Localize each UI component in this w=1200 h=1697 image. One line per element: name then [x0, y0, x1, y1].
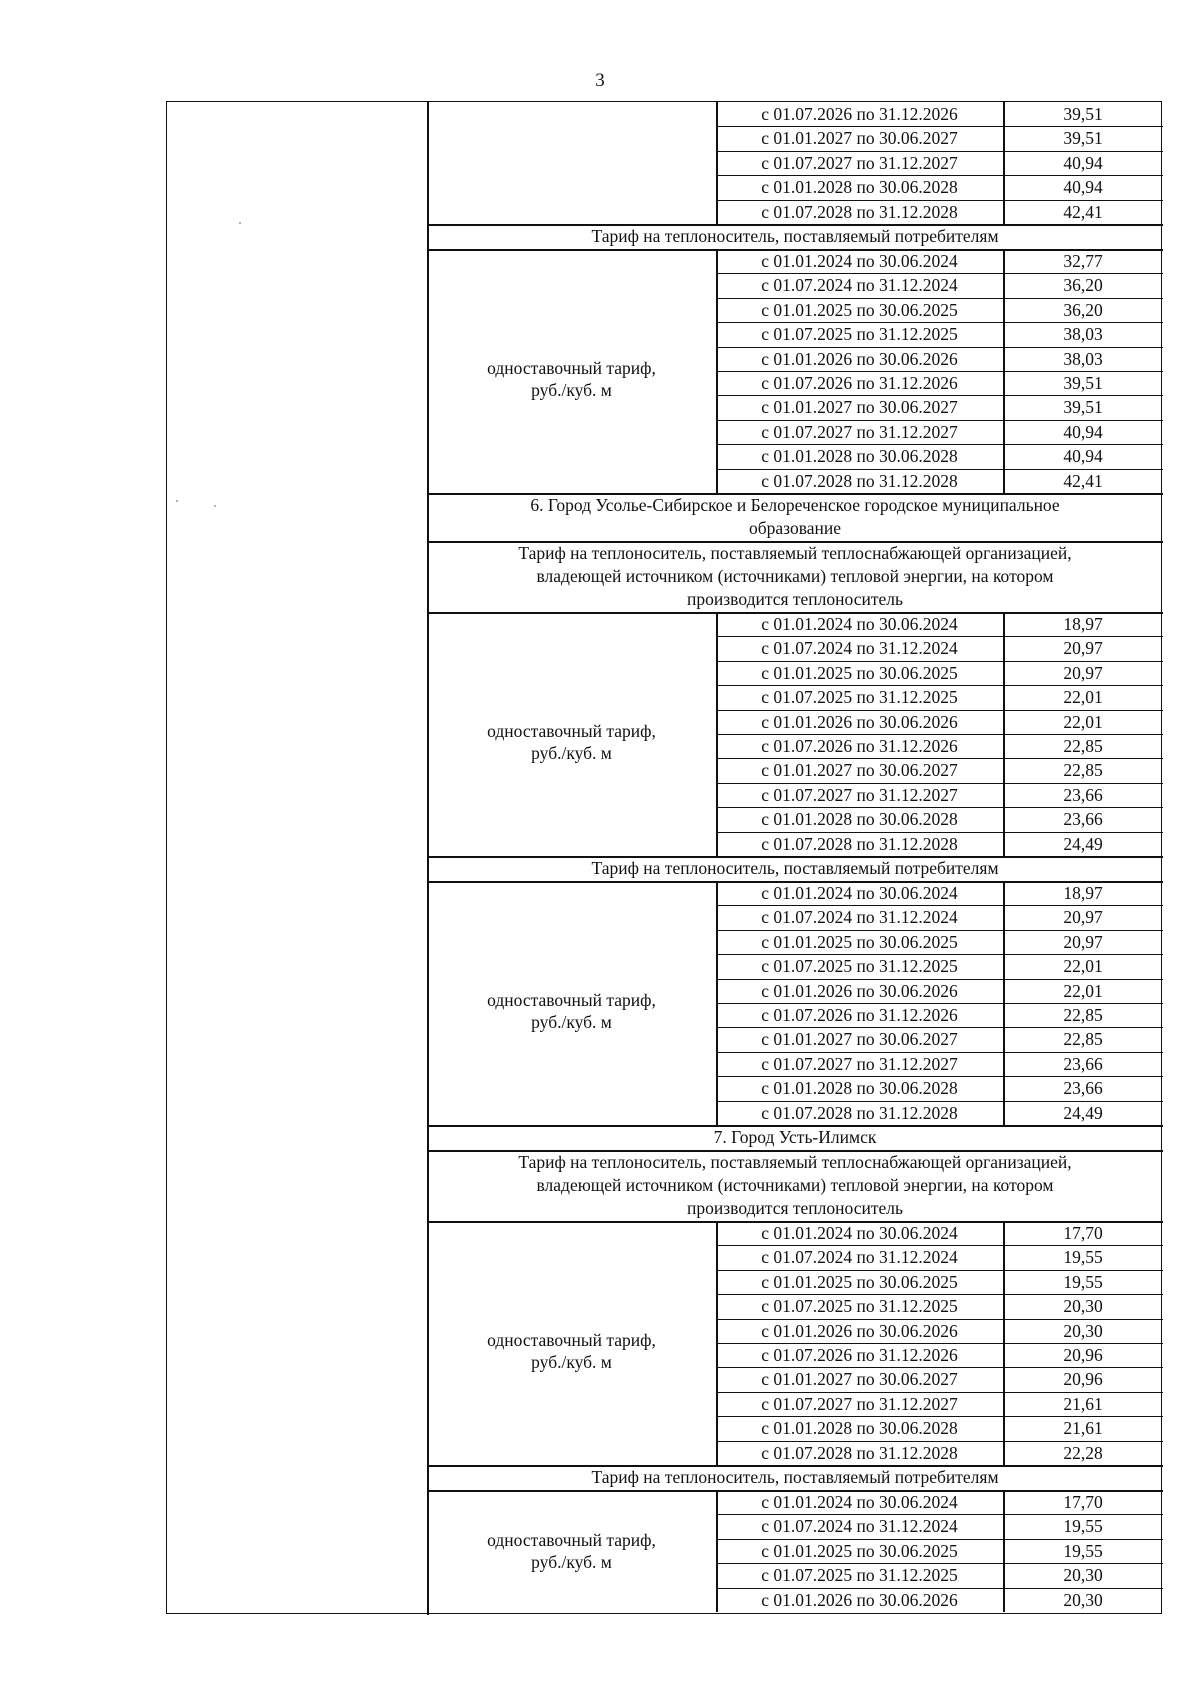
- period-cell: с 01.07.2025 по 31.12.2025: [761, 687, 958, 708]
- tariff-type-label: [427, 720, 716, 764]
- period-cell: с 01.07.2024 по 31.12.2024: [761, 1516, 958, 1537]
- value-cell: 42,41: [1063, 201, 1103, 222]
- section-heading-line: Тариф на теплоноситель, поставляемый теплоснабжающей организацией,: [518, 1152, 1072, 1172]
- section-heading-line: Тариф на теплоноситель, поставляемый потребителям: [591, 858, 999, 878]
- tariff-type-label-line: одноставочный тариф,: [487, 358, 656, 378]
- value-cell: 23,66: [1063, 1053, 1103, 1074]
- period-cell: с 01.01.2025 по 30.06.2025: [761, 1540, 958, 1561]
- period-cell: с 01.07.2024 по 31.12.2024: [761, 275, 958, 296]
- period-cell: с 01.07.2028 по 31.12.2028: [761, 1442, 958, 1463]
- period-cell: с 01.07.2028 по 31.12.2028: [761, 470, 958, 491]
- period-cell: с 01.01.2027 по 30.06.2027: [761, 1029, 958, 1050]
- period-cell: с 01.01.2026 по 30.06.2026: [761, 711, 958, 732]
- value-cell: 23,66: [1063, 809, 1103, 830]
- period-cell: с 01.07.2024 по 31.12.2024: [761, 638, 958, 659]
- value-cell: 24,49: [1063, 1102, 1103, 1123]
- section-heading-line: владеющей источником (источниками) тепловой энергии, на котором: [536, 1175, 1054, 1195]
- value-cell: 39,51: [1063, 373, 1103, 393]
- period-cell: с 01.07.2026 по 31.12.2026: [761, 1005, 958, 1025]
- period-cell: с 01.07.2024 по 31.12.2024: [761, 907, 958, 928]
- value-cell: 22,28: [1063, 1442, 1103, 1463]
- value-cell: 32,77: [1063, 251, 1103, 271]
- section-heading-line: производится теплоноситель: [687, 589, 903, 609]
- period-cell: с 01.07.2027 по 31.12.2027: [761, 152, 958, 173]
- tariff-type-label-line: руб./куб. м: [531, 743, 612, 763]
- value-cell: 23,66: [1063, 1078, 1103, 1099]
- section-heading-line: производится теплоноситель: [687, 1198, 903, 1218]
- value-cell: 20,96: [1063, 1369, 1103, 1390]
- tariff-type-label: [427, 989, 716, 1033]
- tariff-type-label: [427, 1529, 716, 1573]
- period-cell: с 01.07.2025 по 31.12.2025: [761, 956, 958, 977]
- period-cell: с 01.01.2025 по 30.06.2025: [761, 299, 958, 320]
- value-cell: 22,01: [1063, 711, 1103, 732]
- period-cell: с 01.01.2024 по 30.06.2024: [761, 614, 958, 634]
- period-cell: с 01.07.2028 по 31.12.2028: [761, 201, 958, 222]
- value-cell: 39,51: [1063, 128, 1103, 149]
- period-cell: с 01.07.2027 по 31.12.2027: [761, 421, 958, 442]
- value-cell: 18,97: [1063, 883, 1103, 903]
- section-heading-line: 6. Город Усолье-Сибирское и Белореченское городское муниципальное: [530, 495, 1060, 515]
- period-cell: с 01.07.2027 по 31.12.2027: [761, 1393, 958, 1414]
- section-heading: [427, 1466, 1163, 1489]
- period-cell: с 01.01.2024 по 30.06.2024: [761, 1223, 958, 1243]
- value-cell: 22,85: [1063, 1029, 1103, 1050]
- period-cell: с 01.07.2026 по 31.12.2026: [761, 104, 958, 124]
- period-cell: с 01.01.2025 по 30.06.2025: [761, 1271, 958, 1292]
- section-heading-line: Тариф на теплоноситель, поставляемый потребителям: [591, 1467, 999, 1487]
- period-cell: с 01.01.2028 по 30.06.2028: [761, 809, 958, 830]
- value-cell: 20,97: [1063, 662, 1103, 683]
- period-cell: с 01.01.2028 по 30.06.2028: [761, 1418, 958, 1439]
- value-cell: 19,55: [1063, 1247, 1103, 1268]
- value-cell: 20,30: [1063, 1565, 1103, 1586]
- tariff-type-label-line: одноставочный тариф,: [487, 1530, 656, 1550]
- value-cell: 22,01: [1063, 980, 1103, 1001]
- value-cell: 19,55: [1063, 1271, 1103, 1292]
- value-cell: 36,20: [1063, 299, 1103, 320]
- period-cell: с 01.07.2027 по 31.12.2027: [761, 784, 958, 805]
- period-cell: с 01.01.2026 по 30.06.2026: [761, 1589, 958, 1610]
- section-heading: [427, 225, 1163, 248]
- period-cell: с 01.07.2028 по 31.12.2028: [761, 1102, 958, 1123]
- value-cell: 22,85: [1063, 760, 1103, 781]
- tariff-type-label: [427, 357, 716, 401]
- period-cell: с 01.07.2025 по 31.12.2025: [761, 1565, 958, 1586]
- period-cell: с 01.01.2026 по 30.06.2026: [761, 1320, 958, 1341]
- section-heading-line: образование: [748, 518, 842, 538]
- period-cell: с 01.01.2028 по 30.06.2028: [761, 177, 958, 198]
- section-heading-line: Тариф на теплоноситель, поставляемый потребителям: [591, 226, 999, 246]
- value-cell: 20,30: [1063, 1589, 1103, 1610]
- value-cell: 22,01: [1063, 687, 1103, 708]
- section-heading: [427, 494, 1163, 540]
- tariff-type-label-line: одноставочный тариф,: [487, 990, 656, 1010]
- period-cell: с 01.07.2025 по 31.12.2025: [761, 324, 958, 345]
- value-cell: 19,55: [1063, 1540, 1103, 1561]
- tariff-table: [166, 101, 1162, 1614]
- period-cell: с 01.01.2027 по 30.06.2027: [761, 760, 958, 781]
- value-cell: 24,49: [1063, 833, 1103, 854]
- period-cell: с 01.01.2024 по 30.06.2024: [761, 883, 958, 903]
- value-cell: 23,66: [1063, 784, 1103, 805]
- section-heading: [427, 542, 1163, 611]
- value-cell: 39,51: [1063, 397, 1103, 418]
- value-cell: 17,70: [1063, 1223, 1103, 1243]
- tariff-type-label-line: руб./куб. м: [531, 1352, 612, 1372]
- scan-speck: [176, 500, 178, 502]
- period-cell: с 01.01.2027 по 30.06.2027: [761, 397, 958, 418]
- period-cell: с 01.01.2026 по 30.06.2026: [761, 980, 958, 1001]
- period-cell: с 01.01.2027 по 30.06.2027: [761, 1369, 958, 1390]
- value-cell: 20,96: [1063, 1345, 1103, 1365]
- value-cell: 20,30: [1063, 1320, 1103, 1341]
- period-cell: с 01.01.2024 по 30.06.2024: [761, 1492, 958, 1512]
- period-cell: с 01.01.2025 по 30.06.2025: [761, 931, 958, 952]
- section-heading-line: 7. Город Усть-Илимск: [713, 1127, 877, 1147]
- tariff-type-label-line: одноставочный тариф,: [487, 1330, 656, 1350]
- value-cell: 17,70: [1063, 1492, 1103, 1512]
- period-cell: с 01.01.2026 по 30.06.2026: [761, 348, 958, 369]
- value-cell: 20,97: [1063, 907, 1103, 928]
- period-cell: с 01.01.2028 по 30.06.2028: [761, 446, 958, 467]
- period-cell: с 01.07.2026 по 31.12.2026: [761, 1345, 958, 1365]
- value-cell: 36,20: [1063, 275, 1103, 296]
- value-cell: 40,94: [1063, 421, 1103, 442]
- period-cell: с 01.07.2027 по 31.12.2027: [761, 1053, 958, 1074]
- period-cell: с 01.01.2024 по 30.06.2024: [761, 251, 958, 271]
- value-cell: 18,97: [1063, 614, 1103, 634]
- period-cell: с 01.01.2028 по 30.06.2028: [761, 1078, 958, 1099]
- period-cell: с 01.07.2024 по 31.12.2024: [761, 1247, 958, 1268]
- section-heading: [427, 1126, 1163, 1149]
- section-heading: [427, 857, 1163, 880]
- tariff-type-label-line: руб./куб. м: [531, 380, 612, 400]
- value-cell: 22,85: [1063, 1005, 1103, 1025]
- value-cell: 19,55: [1063, 1516, 1103, 1537]
- tariff-type-label-line: одноставочный тариф,: [487, 721, 656, 741]
- value-cell: 40,94: [1063, 152, 1103, 173]
- value-cell: 21,61: [1063, 1418, 1103, 1439]
- value-cell: 38,03: [1063, 348, 1103, 369]
- section-heading-line: Тариф на теплоноситель, поставляемый теплоснабжающей организацией,: [518, 543, 1072, 563]
- value-cell: 20,30: [1063, 1296, 1103, 1317]
- period-cell: с 01.07.2026 по 31.12.2026: [761, 736, 958, 756]
- tariff-type-label-line: руб./куб. м: [531, 1552, 612, 1572]
- value-cell: 40,94: [1063, 177, 1103, 198]
- section-heading-line: владеющей источником (источниками) тепловой энергии, на котором: [536, 566, 1054, 586]
- section-heading: [427, 1151, 1163, 1220]
- value-cell: 38,03: [1063, 324, 1103, 345]
- scan-speck: [214, 505, 216, 507]
- period-cell: с 01.07.2026 по 31.12.2026: [761, 373, 958, 393]
- period-cell: с 01.01.2027 по 30.06.2027: [761, 128, 958, 149]
- value-cell: 20,97: [1063, 638, 1103, 659]
- value-cell: 20,97: [1063, 931, 1103, 952]
- scan-speck: [239, 222, 241, 224]
- page-number: 3: [595, 70, 605, 91]
- value-cell: 40,94: [1063, 446, 1103, 467]
- period-cell: с 01.07.2025 по 31.12.2025: [761, 1296, 958, 1317]
- period-cell: с 01.01.2025 по 30.06.2025: [761, 662, 958, 683]
- tariff-type-label: [427, 1329, 716, 1373]
- value-cell: 22,85: [1063, 736, 1103, 756]
- value-cell: 39,51: [1063, 104, 1103, 124]
- value-cell: 21,61: [1063, 1393, 1103, 1414]
- tariff-type-label-line: руб./куб. м: [531, 1012, 612, 1032]
- value-cell: 42,41: [1063, 470, 1103, 491]
- value-cell: 22,01: [1063, 956, 1103, 977]
- period-cell: с 01.07.2028 по 31.12.2028: [761, 833, 958, 854]
